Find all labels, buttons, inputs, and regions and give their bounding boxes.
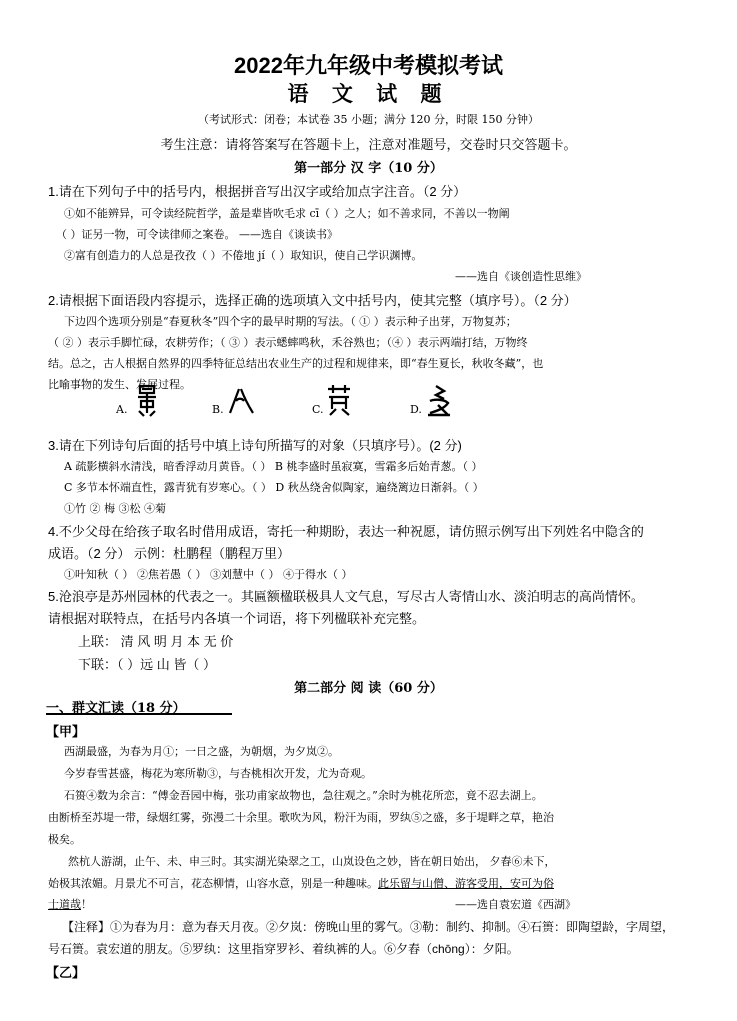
passage-p4b (48, 875, 719, 891)
seal-glyph-b-icon (226, 383, 256, 417)
part2-heading: 第二部分 阅 读（60 分） (294, 681, 443, 696)
passage-p1: 西湖最盛，为春为月①；一日之盛，为朝烟，为夕岚②。 (64, 745, 339, 758)
seal-glyph-a-icon (132, 383, 162, 417)
exam-title: 2022年九年级中考模拟考试 (234, 53, 503, 78)
passage-p3a: 石篑④数为余言：“傅金吾园中梅，张功甫家故物也，急往观之。”余时为桃花所恋，竟不忍去湖上。 (64, 789, 543, 802)
option-c-label: C. (312, 403, 324, 416)
passage-yi-label: 【乙】 (46, 965, 86, 980)
exam-info: （考试形式：闭卷；本试卷 35 小题；满分 120 分，时限 150 分钟） (198, 113, 539, 126)
q2-line3: 结。总之，古人根据自然界的四季特征总结出农业生产的过程和规律来，即“春生夏长，秋收冬藏”，也 (48, 357, 544, 370)
q2-stem: 2.请根据下面语段内容提示，选择正确的选项填入文中括号内，使其完整（填序号）。（2 分） (48, 293, 577, 308)
passage-p4b-plain: 始极其浓媚。月景尤不可言，花态柳情，山容水意，别是一种趣味。 (48, 877, 378, 890)
q4-stem-2: 成语。（2 分） 示例：杜鹏程（鹏程万里） (48, 546, 290, 561)
q3-line1: A 疏影横斜水清浅，暗香浮动月黄昏。（ ） B 桃李盛时虽寂寞，雪霜多后始青葱。（ ） (64, 460, 483, 473)
passage-p4b-underlined: 此乐留与山僧、游客受用，安可为俗 (378, 877, 554, 890)
exam-subtitle: 语 文 试 题 (287, 81, 450, 106)
passage-p3b: 由断桥至苏堤一带，绿烟红雾，弥漫二十余里。歌吹为风，粉汗为雨，罗纨⑤之盛，多于堤畔之草，艳治 (48, 811, 554, 824)
annotation-line1: 【注释】①为春为月：意为春天月夜。②夕岚：傍晚山里的雾气。③勒：制约、抑制。④石篑：即陶望龄，字周望， (62, 920, 675, 934)
couplet-lower: 下联：（ ）远 山 皆（ ） (78, 657, 216, 672)
q5-stem-2: 请根据对联特点，在括号内各填一个词语，将下列楹联补充完整。 (48, 611, 426, 626)
q3-line2: C 多节本怀端直性，露青犹有岁寒心。（ ） D 秋丛绕舍似陶家，遍绕篱边日渐斜。（ ） (64, 481, 484, 494)
seal-glyph-c-icon (324, 383, 354, 417)
passage-p2: 今岁春雪甚盛，梅花为寒所勒③，与杏桃相次开发，尤为奇观。 (64, 767, 372, 780)
q4-line1: ①叶知秋（ ） ②焦若愚（ ） ③刘慧中（ ） ④于得水（ ） (64, 568, 353, 581)
q2-line4: 比喻事物的发生、发展过程。 (48, 378, 191, 391)
q1-line4: ——选自《谈创造性思维》 (455, 270, 587, 283)
part1-heading: 第一部分 汉 字（10 分） (294, 161, 443, 176)
q1-line3: ②富有创造力的人总是孜孜（ ）不倦地 jí（ ）取知识，使自己学识渊博。 (64, 249, 423, 262)
passage-p4a: 然杭人游湖，止午、未、申三时。其实湖光染翠之工，山岚设色之妙，皆在朝日始出， 夕舂⑥未下， (68, 855, 556, 868)
annotation-line2: 号石篑。袁宏道的朋友。⑤罗纨：这里指穿罗衫、着纨裤的人。⑥夕舂（chōng）：夕阳。 (48, 942, 519, 956)
q1-line2: （ ）证另一物，可令读律师之案卷。 ——选自《谈读书》 (56, 228, 338, 241)
passage-jia-label: 【甲】 (46, 724, 86, 739)
ancient-glyph-options (110, 383, 530, 427)
passage-p4c-plain: ！ (81, 898, 92, 911)
seal-glyph-d-icon (424, 383, 454, 417)
couplet-upper: 上联： 清 风 明 月 本 无 价 (78, 634, 234, 649)
option-a-label: A. (116, 403, 128, 416)
exam-notice: 考生注意：请将答案写在答题卡上，注意对准题号，交卷时只交答题卡。 (160, 137, 577, 152)
q4-stem-1: 4.不少父母在给孩子取名时借用成语，寄托一种期盼，表达一种祝愿，请仿照示例写出下列姓名中隐含的 (48, 524, 644, 539)
q2-line1: 下边四个选项分别是“春夏秋冬”四个字的最早时期的写法。（ ① ）表示种子出芽，万物复苏； (64, 315, 517, 328)
option-b-label: B. (212, 403, 224, 416)
passage-source: ——选自袁宏道《西湖》 (455, 898, 576, 911)
passage-p4c-underlined: 士道哉 (48, 898, 81, 911)
q2-line2: （ ② ）表示手脚忙碌，农耕劳作；（ ③ ）表示蟋蟀鸣秋，禾谷熟也；（④ ）表示两端打结，万物终 (48, 336, 528, 349)
q3-line3: ①竹 ② 梅 ③松 ④菊 (64, 502, 166, 515)
q5-stem-1: 5.沧浪亭是苏州园林的代表之一。其匾额楹联极具人文气息，写尽古人寄情山水、淡泊明志的高尚情怀。 (48, 589, 644, 604)
q1-stem: 1.请在下列句子中的括号内，根据拼音写出汉字或给加点字注音。（2 分） (48, 184, 467, 199)
q1-line1: ①如不能辨异，可令读经院哲学，盖是辈皆吹毛求 cī（ ）之人；如不善求同，不善以一物阐 (64, 207, 510, 220)
q3-stem: 3.请在下列诗句后面的括号中填上诗句所描写的对象（只填序号）。(2 分) (48, 438, 462, 453)
option-d-label: D. (410, 403, 422, 416)
section1-heading: 一、群文汇读（18 分） (46, 701, 186, 716)
passage-p3c: 极矣。 (48, 833, 81, 846)
